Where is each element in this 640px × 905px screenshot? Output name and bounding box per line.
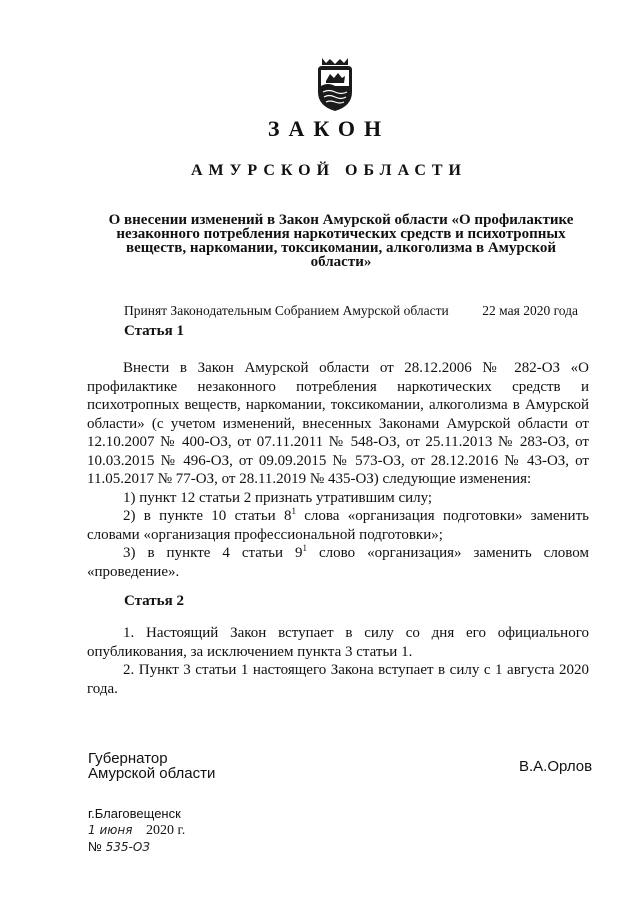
city: г.Благовещенск — [88, 806, 181, 821]
number-prefix: № — [88, 839, 102, 854]
article-1-item-2: 2) в пункте 10 статьи $8^1$ слова «организация подготовки» заменить словами «организация профессиональной подготовки»; — [87, 506, 589, 543]
signing-year: 2020 г. — [146, 823, 186, 838]
signatory-position-line-2: Амурской области — [88, 765, 216, 782]
article-1-item-3: 3) в пункте 4 статьи $9^1$ слово «организация» заменить словом «проведение». — [87, 543, 589, 580]
place-date-number — [88, 806, 185, 855]
article-2-body — [87, 624, 589, 698]
signatory-position-line-1: Губернатор — [88, 750, 168, 767]
signing-date — [88, 822, 185, 839]
document-subtitle: АМУРСКОЙ ОБЛАСТИ — [191, 162, 467, 179]
article-1-title: Статья 1 — [124, 323, 184, 339]
adopted-date: 22 мая 2020 года — [482, 303, 578, 318]
amur-coat-of-arms-icon — [312, 56, 358, 112]
handwritten-number: 535-ОЗ — [105, 840, 150, 854]
document-title: ЗАКОН — [267, 116, 391, 141]
article-1-body — [87, 359, 589, 581]
law-heading: О внесении изменений в Закон Амурской области «О профилактике незаконного потребления наркотических средств и психотропных веществ, наркомании, токсикомании, алкоголизма в Амурской области» — [108, 212, 574, 270]
article-2-paragraph-1: 1. Настоящий Закон вступает в силу со дня его официального опубликования, за исключением пункта 3 статьи 1. — [87, 625, 589, 660]
article-2-paragraph-2: 2. Пункт 3 статьи 1 настоящего Закона вступает в силу с 1 августа 2020 года. — [87, 662, 589, 697]
article-1-item-1: 1) пункт 12 статьи 2 признать утратившим силу; — [123, 489, 433, 506]
law-number — [88, 839, 185, 855]
signatory-name: В.А.Орлов — [519, 758, 593, 775]
article-1-intro: Внести в Закон Амурской области от 28.12.2006 № 282-ОЗ «О профилактике незаконного потребления наркотических средств и психотропных веществ, наркомании, токсикомании, алкоголизма в Амурской области» (с учетом изменений, внесенных Законами Амурской области от 12.10.2007 № 400-ОЗ, от 07.11.2011 № 548-ОЗ, от 25.11.2013 № 283-ОЗ, от 10.03.2015 № 496-ОЗ, от 09.09.2015 № 573-ОЗ, от 28.12.2016 № 43-ОЗ, от 11.05.2017 № 77-ОЗ, от 28.11.2019 № 435-ОЗ) следующие изменения: — [87, 360, 589, 487]
adoption-line — [124, 302, 578, 320]
handwritten-date: 1 июня — [88, 823, 133, 837]
article-2-title: Статья 2 — [124, 593, 184, 609]
adopted-by: Принят Законодательным Собранием Амурской области — [124, 303, 449, 318]
signatory-position — [88, 751, 215, 781]
